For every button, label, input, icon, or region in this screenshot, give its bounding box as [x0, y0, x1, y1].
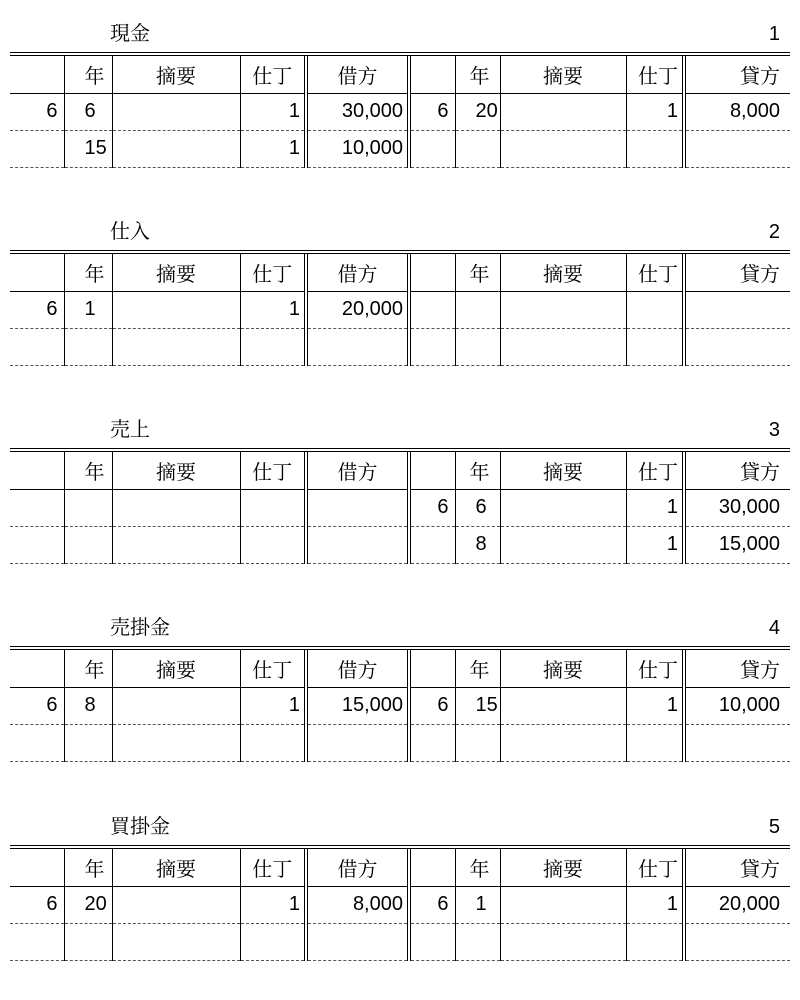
header-rule [10, 646, 790, 650]
credit-month [409, 130, 455, 167]
credit-month [409, 328, 455, 365]
credit-description [500, 886, 626, 923]
credit-day [455, 291, 500, 328]
debit-date-header: 年 [64, 650, 112, 687]
account-number: 4 [768, 617, 780, 639]
debit-day: 1 [64, 291, 112, 328]
debit-amount: 15,000 [306, 687, 409, 724]
ledger-header [10, 418, 790, 452]
credit-amount: 8,000 [684, 93, 790, 130]
account-number: 1 [768, 23, 780, 45]
credit-month: 6 [409, 489, 455, 526]
debit-description [112, 93, 240, 130]
debit-ref-header: 仕丁 [240, 56, 306, 93]
credit-day: 15 [455, 687, 500, 724]
ledger-table [10, 254, 790, 366]
ledger-table [10, 56, 790, 168]
debit-day [64, 489, 112, 526]
debit-amount [306, 489, 409, 526]
credit-amount [684, 724, 790, 761]
debit-day: 8 [64, 687, 112, 724]
debit-date-header: 年 [64, 452, 112, 489]
debit-description-header: 摘要 [112, 254, 240, 291]
credit-description [500, 489, 626, 526]
header-rule [10, 448, 790, 452]
account-title: 仕入 [110, 221, 150, 243]
credit-ref-header: 仕丁 [626, 254, 684, 291]
debit-description [112, 291, 240, 328]
credit-description-header: 摘要 [500, 254, 626, 291]
ledger-table [10, 452, 790, 564]
credit-ref-header: 仕丁 [626, 56, 684, 93]
ledger-table [10, 849, 790, 961]
debit-description [112, 724, 240, 761]
ledger-account [10, 418, 790, 564]
debit-header: 借方 [306, 849, 409, 886]
credit-day: 1 [455, 886, 500, 923]
credit-header: 貸方 [684, 650, 790, 687]
debit-description-header: 摘要 [112, 650, 240, 687]
debit-description [112, 886, 240, 923]
account-title: 買掛金 [110, 816, 170, 838]
account-title: 売掛金 [110, 617, 170, 639]
ledger-row [10, 328, 790, 365]
account-number: 2 [768, 221, 780, 243]
debit-ref-header: 仕丁 [240, 452, 306, 489]
debit-ref [240, 489, 306, 526]
ledger-row [10, 724, 790, 761]
credit-amount: 20,000 [684, 886, 790, 923]
debit-day: 15 [64, 130, 112, 167]
debit-date-header: 年 [64, 56, 112, 93]
account-title: 売上 [110, 419, 150, 441]
credit-description [500, 328, 626, 365]
credit-date-header: 年 [455, 56, 500, 93]
credit-month-header [409, 56, 455, 93]
credit-month [409, 923, 455, 960]
debit-month-header [10, 452, 64, 489]
credit-header: 貸方 [684, 56, 790, 93]
debit-month [10, 130, 64, 167]
debit-ref: 1 [240, 93, 306, 130]
debit-description-header: 摘要 [112, 452, 240, 489]
credit-month-header [409, 452, 455, 489]
debit-amount [306, 328, 409, 365]
credit-ref-header: 仕丁 [626, 650, 684, 687]
account-number: 5 [768, 816, 780, 838]
credit-ref [626, 923, 684, 960]
credit-date-header: 年 [455, 849, 500, 886]
column-header-row [10, 254, 790, 291]
credit-month [409, 724, 455, 761]
debit-ref [240, 526, 306, 563]
credit-ref: 1 [626, 489, 684, 526]
debit-description-header: 摘要 [112, 849, 240, 886]
credit-date-header: 年 [455, 452, 500, 489]
credit-amount [684, 130, 790, 167]
debit-month-header [10, 849, 64, 886]
debit-description [112, 328, 240, 365]
debit-header: 借方 [306, 56, 409, 93]
credit-month: 6 [409, 687, 455, 724]
debit-amount: 10,000 [306, 130, 409, 167]
debit-ref [240, 724, 306, 761]
credit-ref [626, 130, 684, 167]
credit-description [500, 923, 626, 960]
header-rule [10, 845, 790, 849]
credit-month-header [409, 254, 455, 291]
ledger-account [10, 22, 790, 168]
credit-ref: 1 [626, 687, 684, 724]
debit-ref [240, 923, 306, 960]
credit-header: 貸方 [684, 452, 790, 489]
debit-month-header [10, 56, 64, 93]
column-header-row [10, 56, 790, 93]
credit-month: 6 [409, 886, 455, 923]
debit-month [10, 724, 64, 761]
credit-description [500, 291, 626, 328]
credit-day: 8 [455, 526, 500, 563]
credit-amount: 15,000 [684, 526, 790, 563]
ledger-row [10, 687, 790, 724]
debit-amount [306, 526, 409, 563]
credit-month [409, 526, 455, 563]
credit-ref: 1 [626, 886, 684, 923]
debit-ref-header: 仕丁 [240, 254, 306, 291]
debit-day [64, 724, 112, 761]
account-title: 現金 [110, 23, 150, 45]
credit-ref-header: 仕丁 [626, 452, 684, 489]
ledger-row [10, 489, 790, 526]
debit-ref-header: 仕丁 [240, 650, 306, 687]
debit-ref: 1 [240, 291, 306, 328]
ledger-header [10, 22, 790, 56]
debit-date-header: 年 [64, 849, 112, 886]
ledger-account [10, 220, 790, 366]
credit-ref [626, 724, 684, 761]
debit-month: 6 [10, 687, 64, 724]
credit-amount: 10,000 [684, 687, 790, 724]
account-number: 3 [768, 419, 780, 441]
ledger-header [10, 616, 790, 650]
debit-ref: 1 [240, 130, 306, 167]
credit-day [455, 923, 500, 960]
ledger-row [10, 130, 790, 167]
ledger-row [10, 291, 790, 328]
credit-amount: 30,000 [684, 489, 790, 526]
ledger-header [10, 220, 790, 254]
credit-amount [684, 328, 790, 365]
credit-date-header: 年 [455, 254, 500, 291]
debit-description [112, 130, 240, 167]
debit-amount: 30,000 [306, 93, 409, 130]
debit-month-header [10, 254, 64, 291]
credit-ref: 1 [626, 93, 684, 130]
credit-header: 貸方 [684, 849, 790, 886]
credit-description [500, 130, 626, 167]
ledger-account [10, 616, 790, 762]
credit-date-header: 年 [455, 650, 500, 687]
ledger-header [10, 815, 790, 849]
credit-ref [626, 291, 684, 328]
credit-amount [684, 291, 790, 328]
debit-ref: 1 [240, 687, 306, 724]
header-rule [10, 52, 790, 56]
debit-day [64, 328, 112, 365]
debit-description-header: 摘要 [112, 56, 240, 93]
credit-ref-header: 仕丁 [626, 849, 684, 886]
credit-description-header: 摘要 [500, 56, 626, 93]
credit-description [500, 724, 626, 761]
credit-description [500, 526, 626, 563]
debit-description [112, 923, 240, 960]
column-header-row [10, 849, 790, 886]
debit-month: 6 [10, 93, 64, 130]
credit-day: 6 [455, 489, 500, 526]
credit-month [409, 291, 455, 328]
debit-month: 6 [10, 886, 64, 923]
debit-month-header [10, 650, 64, 687]
debit-day: 20 [64, 886, 112, 923]
debit-day [64, 526, 112, 563]
header-rule [10, 250, 790, 254]
credit-day [455, 130, 500, 167]
debit-header: 借方 [306, 452, 409, 489]
credit-description [500, 93, 626, 130]
debit-ref-header: 仕丁 [240, 849, 306, 886]
debit-day [64, 923, 112, 960]
credit-month-header [409, 849, 455, 886]
debit-amount [306, 724, 409, 761]
ledger-row [10, 886, 790, 923]
debit-date-header: 年 [64, 254, 112, 291]
credit-description-header: 摘要 [500, 650, 626, 687]
debit-month [10, 526, 64, 563]
credit-day [455, 328, 500, 365]
debit-amount: 8,000 [306, 886, 409, 923]
ledger-row [10, 526, 790, 563]
column-header-row [10, 452, 790, 489]
credit-description-header: 摘要 [500, 452, 626, 489]
debit-description [112, 489, 240, 526]
ledger-row [10, 93, 790, 130]
ledger-account [10, 815, 790, 961]
debit-month [10, 328, 64, 365]
credit-day: 20 [455, 93, 500, 130]
ledger-row [10, 923, 790, 960]
credit-amount [684, 923, 790, 960]
credit-month: 6 [409, 93, 455, 130]
debit-ref: 1 [240, 886, 306, 923]
credit-description [500, 687, 626, 724]
credit-ref: 1 [626, 526, 684, 563]
debit-day: 6 [64, 93, 112, 130]
debit-month [10, 923, 64, 960]
debit-month [10, 489, 64, 526]
debit-description [112, 526, 240, 563]
debit-month: 6 [10, 291, 64, 328]
debit-amount [306, 923, 409, 960]
ledger-table [10, 650, 790, 762]
credit-month-header [409, 650, 455, 687]
debit-header: 借方 [306, 650, 409, 687]
debit-description [112, 687, 240, 724]
debit-ref [240, 328, 306, 365]
column-header-row [10, 650, 790, 687]
debit-header: 借方 [306, 254, 409, 291]
credit-day [455, 724, 500, 761]
credit-description-header: 摘要 [500, 849, 626, 886]
credit-header: 貸方 [684, 254, 790, 291]
debit-amount: 20,000 [306, 291, 409, 328]
credit-ref [626, 328, 684, 365]
